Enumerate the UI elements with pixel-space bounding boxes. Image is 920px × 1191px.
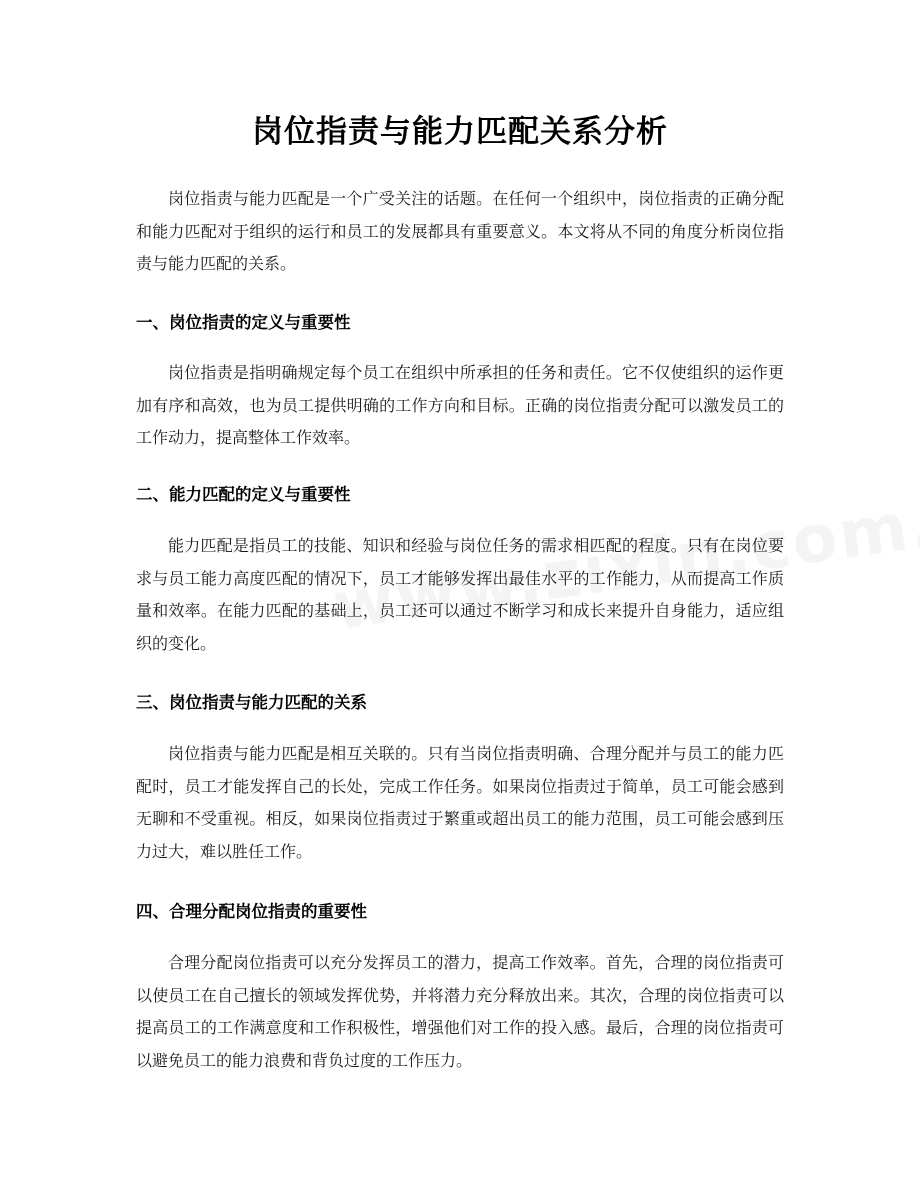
section-body-3: 岗位指责与能力匹配是相互关联的。只有当岗位指责明确、合理分配并与员工的能力匹配时，员工才能发挥自己的长处，完成工作任务。如果岗位指责过于简单，员工可能会感到无聊和不受重视。相反，如果岗位指责过于繁重或超出员工的能力范围，员工可能会感到压力过大，难以胜任工作。 bbox=[136, 744, 784, 862]
section-heading-4: 四、合理分配岗位指责的重要性 bbox=[136, 902, 367, 921]
intro-paragraph: 岗位指责与能力匹配是一个广受关注的话题。在任何一个组织中，岗位指责的正确分配和能力匹配对于组织的运行和员工的发展都具有重要意义。本文将从不同的角度分析岗位指责与能力匹配的关系。 bbox=[136, 189, 784, 274]
document-title: 岗位指责与能力匹配关系分析 bbox=[252, 114, 668, 150]
section-body-4: 合理分配岗位指责可以充分发挥员工的潜力，提高工作效率。首先，合理的岗位指责可以使员工在自己擅长的领域发挥优势，并将潜力充分释放出来。其次，合理的岗位指责可以提高员工的工作满意度和工作积极性，增强他们对工作的投入感。最后，合理的岗位指责可以避免员工的能力浪费和背负过度的工作压力。 bbox=[136, 953, 784, 1071]
section-heading-2: 二、能力匹配的定义与重要性 bbox=[136, 485, 351, 504]
section-heading-3: 三、岗位指责与能力匹配的关系 bbox=[136, 693, 367, 712]
section-heading-1: 一、岗位指责的定义与重要性 bbox=[136, 313, 351, 332]
section-body-2: 能力匹配是指员工的技能、知识和经验与岗位任务的需求相匹配的程度。只有在岗位要求与员工能力高度匹配的情况下，员工才能够发挥出最佳水平的工作能力，从而提高工作质量和效率。在能力匹配的基础上，员工还可以通过不断学习和成长来提升自身能力，适应组织的变化。 bbox=[136, 536, 784, 654]
section-body-1: 岗位指责是指明确规定每个员工在组织中所承担的任务和责任。它不仅使组织的运作更加有序和高效，也为员工提供明确的工作方向和目标。正确的岗位指责分配可以激发员工的工作动力，提高整体工作效率。 bbox=[136, 363, 784, 448]
